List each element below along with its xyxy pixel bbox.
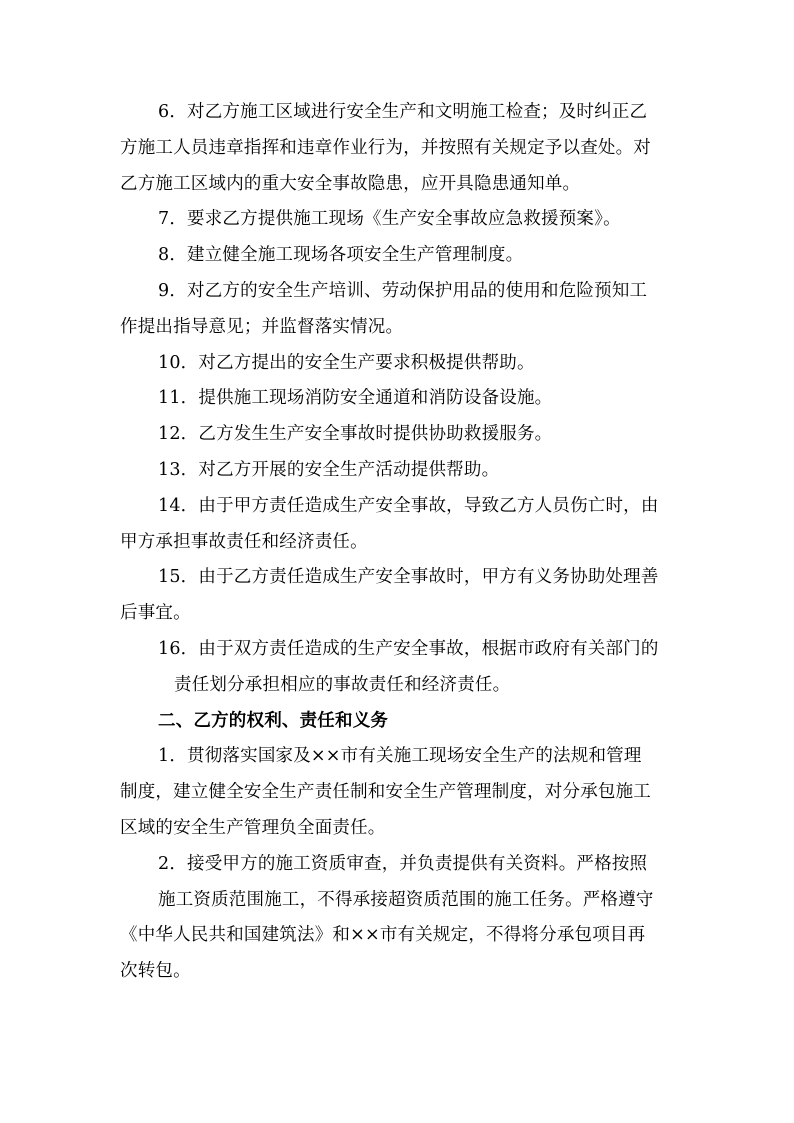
paragraph-6-line-1: 6．对乙方施工区域进行安全生产和文明施工检查；及时纠正乙: [158, 102, 648, 122]
item-2-line-3: 《中华人民共和国建筑法》和××市有关规定，不得将分承包项目再: [120, 925, 646, 946]
paragraph-9-line-1: 9．对乙方的安全生产培训、劳动保护用品的使用和危险预知工: [158, 280, 648, 301]
section-heading: 二、乙方的权利、责任和义务: [158, 710, 389, 731]
paragraph-12: 12．乙方发生生产安全事故时提供协助救援服务。: [158, 424, 553, 445]
paragraph-16-line-1: 16．由于双方责任造成的生产安全事故，根据市政府有关部门的: [158, 638, 659, 659]
paragraph-16-line-2: 责任划分承担相应的事故责任和经济责任。: [174, 674, 511, 695]
paragraph-6-line-2: 方施工人员违章指挥和违章作业行为，并按照有关规定予以查处。对: [120, 137, 651, 158]
item-1-line-1: 1．贯彻落实国家及××市有关施工现场安全生产的法规和管理: [158, 746, 642, 767]
paragraph-6-line-3: 乙方施工区域内的重大安全事故隐患，应开具隐患通知单。: [120, 173, 581, 194]
item-2-line-4: 次转包。: [120, 961, 191, 982]
item-2-line-2: 施工资质范围施工，不得承接超资质范围的施工任务。严格遵守: [158, 889, 654, 910]
paragraph-15-line-2: 后事宜。: [120, 603, 191, 624]
document-page: [120, 95, 673, 990]
item-1-line-3: 区域的安全生产管理负全面责任。: [120, 817, 386, 838]
paragraph-8: 8．建立健全施工现场各项安全生产管理制度。: [158, 245, 524, 266]
item-1-line-2: 制度，建立健全安全生产责任制和安全生产管理制度，对分承包施工: [120, 782, 651, 803]
item-2-line-1: 2．接受甲方的施工资质审查，并负责提供有关资料。严格按照: [158, 853, 648, 874]
paragraph-11: 11．提供施工现场消防安全通道和消防设备设施。: [158, 388, 553, 409]
paragraph-13: 13．对乙方开展的安全生产活动提供帮助。: [158, 459, 500, 480]
paragraph-7: 7．要求乙方提供施工现场《生产安全事故应急救援预案》。: [158, 209, 621, 230]
paragraph-14-line-2: 甲方承担事故责任和经济责任。: [120, 531, 368, 552]
paragraph-9-line-2: 作提出指导意见；并监督落实情况。: [120, 316, 404, 337]
paragraph-15-line-1: 15．由于乙方责任造成生产安全事故时，甲方有义务协助处理善: [158, 567, 659, 588]
paragraph-10: 10．对乙方提出的安全生产要求积极提供帮助。: [158, 352, 535, 373]
paragraph-14-line-1: 14．由于甲方责任造成生产安全事故，导致乙方人员伤亡时，由: [158, 495, 659, 516]
